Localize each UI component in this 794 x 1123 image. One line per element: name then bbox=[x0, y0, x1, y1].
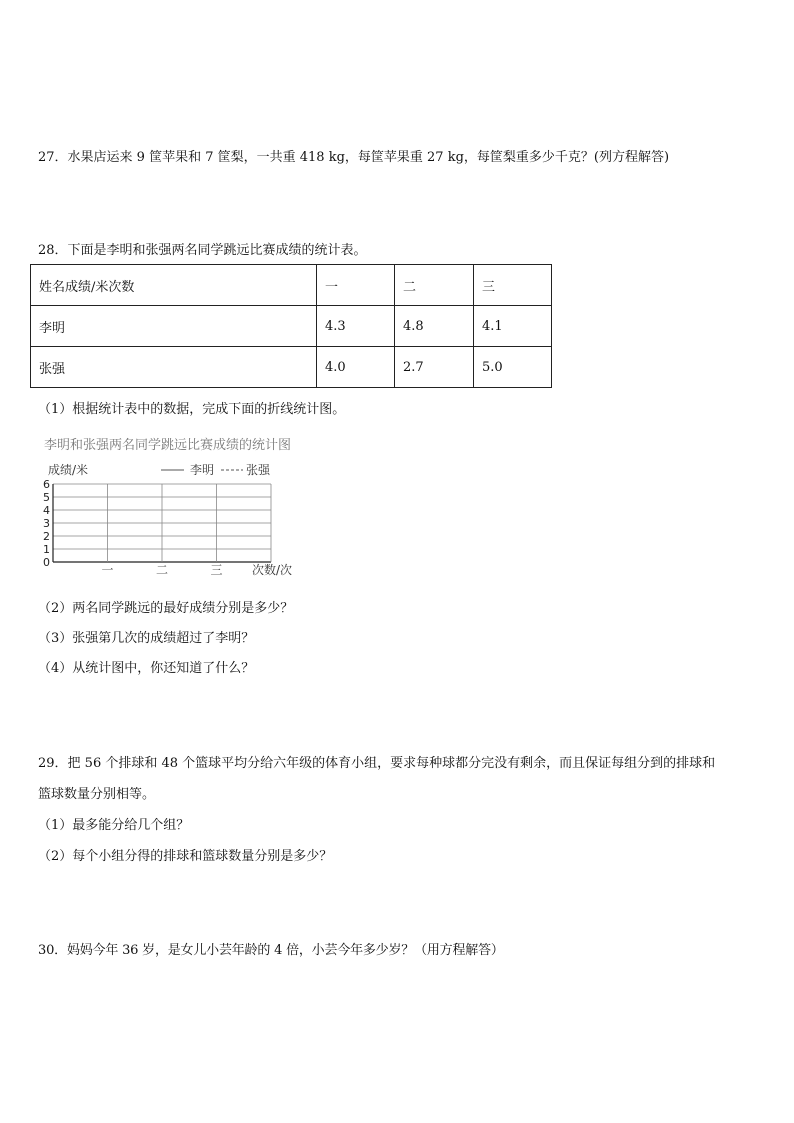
table-cell: 李明 bbox=[31, 306, 317, 347]
y-tick-label: 4 bbox=[43, 504, 50, 517]
x-tick-label: 二 bbox=[155, 563, 169, 577]
table-cell: 4.0 bbox=[317, 347, 395, 388]
question-28-intro: 28．下面是李明和张强两名同学跳远比赛成绩的统计表。 bbox=[38, 243, 367, 258]
chart-grid bbox=[53, 484, 271, 562]
y-tick-label: 2 bbox=[43, 530, 50, 543]
legend-label: 李明 bbox=[190, 463, 215, 477]
question-29-sub2: （2）每个小组分得的排球和篮球数量分别是多少？ bbox=[38, 849, 333, 864]
y-tick-label: 0 bbox=[43, 556, 50, 569]
score-table bbox=[30, 264, 552, 388]
table-cell: 张强 bbox=[31, 347, 317, 388]
question-27: 27．水果店运来 9 筐苹果和 7 筐梨，一共重 418 kg，每筐苹果重 27 kg，每筐梨重多少千克？(列方程解答) bbox=[38, 150, 670, 165]
question-29-sub1: （1）最多能分给几个组？ bbox=[38, 818, 190, 833]
x-tick-label: 一 bbox=[101, 563, 114, 577]
y-tick-label: 3 bbox=[43, 517, 50, 530]
y-tick-label: 5 bbox=[43, 491, 50, 504]
question-28-sub3: （3）张强第几次的成绩超过了李明？ bbox=[38, 631, 255, 646]
table-row bbox=[31, 306, 552, 347]
table-cell: 4.3 bbox=[317, 306, 395, 347]
question-29-line1: 29．把 56 个排球和 48 个篮球平均分给六年级的体育小组，要求每种球都分完没有剩余，而且保证每组分到的排球和 bbox=[38, 756, 716, 771]
question-28-sub4: （4）从统计图中，你还知道了什么？ bbox=[38, 661, 255, 676]
question-28-sub1: （1）根据统计表中的数据，完成下面的折线统计图。 bbox=[38, 402, 346, 417]
table-header-cell: 三 bbox=[474, 265, 552, 306]
table-cell: 5.0 bbox=[474, 347, 552, 388]
y-axis-label: 成绩/米 bbox=[48, 463, 89, 477]
x-tick-labels bbox=[101, 563, 222, 577]
question-30: 30．妈妈今年 36 岁，是女儿小芸年龄的 4 倍，小芸今年多少岁？（用方程解答） bbox=[38, 943, 504, 958]
x-axis-label: 次数/次 bbox=[252, 563, 293, 577]
table-header-cell: 姓名成绩/米次数 bbox=[31, 265, 317, 306]
chart-title: 李明和张强两名同学跳远比赛成绩的统计图 bbox=[44, 438, 292, 453]
y-tick-labels bbox=[43, 478, 50, 569]
chart-legend bbox=[161, 462, 271, 477]
table-cell: 4.8 bbox=[395, 306, 474, 347]
y-tick-label: 1 bbox=[43, 543, 50, 556]
legend-label: 张强 bbox=[246, 463, 271, 477]
question-29-line2: 篮球数量分别相等。 bbox=[38, 787, 156, 802]
question-28-sub2: （2）两名同学跳远的最好成绩分别是多少？ bbox=[38, 601, 294, 616]
table-header-row bbox=[31, 265, 552, 306]
table-cell: 2.7 bbox=[395, 347, 474, 388]
table-cell: 4.1 bbox=[474, 306, 552, 347]
table-header-cell: 一 bbox=[317, 265, 395, 306]
table-header-cell: 二 bbox=[395, 265, 474, 306]
x-tick-label: 三 bbox=[210, 563, 223, 577]
y-tick-label: 6 bbox=[43, 478, 50, 491]
table-row bbox=[31, 347, 552, 388]
line-chart bbox=[28, 430, 318, 580]
